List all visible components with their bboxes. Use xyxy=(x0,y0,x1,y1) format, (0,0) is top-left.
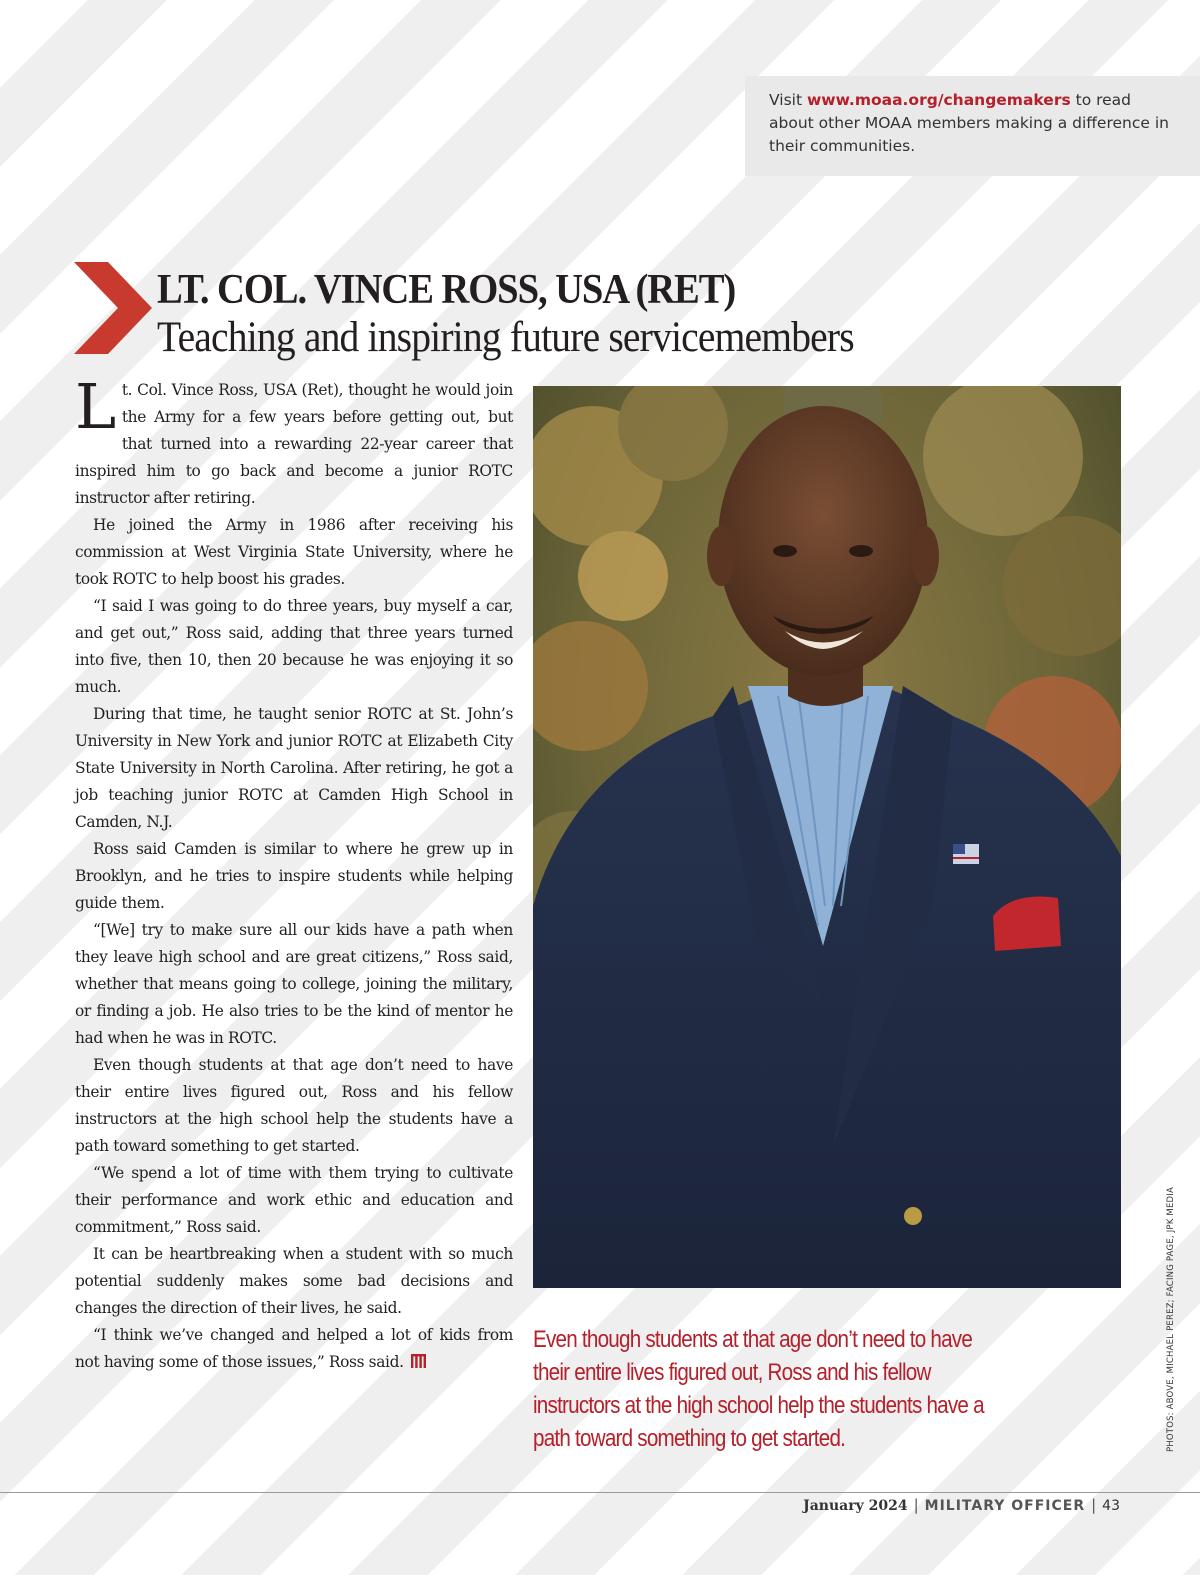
footer-rule xyxy=(0,1492,1200,1493)
headline-subtitle: Teaching and inspiring future servicemembers xyxy=(157,314,854,361)
photo-credit: PHOTOS: ABOVE, MICHAEL PEREZ; FACING PAGE, JPK MEDIA xyxy=(1166,1187,1176,1452)
footer-separator: | xyxy=(913,1496,919,1514)
article-paragraph: Even though students at that age don’t need to have their entire lives figured out, Ross and his fellow instructors at the high school help the students have a path toward something to get started. xyxy=(75,1056,513,1155)
chevron-icon xyxy=(74,262,152,354)
page-number: 43 xyxy=(1102,1498,1120,1514)
changemakers-link[interactable]: www.moaa.org/changemakers xyxy=(806,91,1071,109)
paragraph-text: “I think we’ve changed and helped a lot of kids from not having some of those issues,” Ross said. xyxy=(75,1326,513,1371)
pull-quote: Even though students at that age don’t need to have their entire lives figured out, Ross and his fellow instructors at the high school help the students have a path toward something to get started. xyxy=(533,1326,984,1452)
portrait-illustration xyxy=(533,386,1121,1288)
article-paragraph: “[We] try to make sure all our kids have a path when they leave high school and are great citizens,” Ross said, whether that means going to college, joining the military, or finding a job. He also tries to be the kind of mentor he had when he was in ROTC. xyxy=(75,921,513,1047)
changemakers-callout xyxy=(745,76,1200,176)
callout-prefix: Visit xyxy=(769,91,807,109)
callout-suffix: to read about other MOAA members making a difference in their communities. xyxy=(769,91,1169,155)
portrait-photo xyxy=(533,386,1121,1288)
paragraph-text: t. Col. Vince Ross, USA (Ret), thought he would join the Army for a few years before getting out, but that turned into a rewarding 22-year career that inspired him to go back and become a junior ROTC instructor after retiring. xyxy=(75,381,513,507)
article-paragraph xyxy=(75,1322,513,1376)
headline-name: LT. COL. VINCE ROSS, USA (RET) xyxy=(157,267,736,313)
article-paragraph: During that time, he taught senior ROTC at St. John’s University in New York and junior ROTC at Elizabeth City State University in North Carolina. After retiring, he got a job teaching junior ROTC at Camden High School in Camden, N.J. xyxy=(75,705,513,831)
article-paragraph xyxy=(75,370,513,512)
article-paragraph: He joined the Army in 1986 after receiving his commission at West Virginia State University, where he took ROTC to help boost his grades. xyxy=(75,516,513,588)
article-paragraph: It can be heartbreaking when a student with so much potential suddenly makes some bad decisions and changes the direction of their lives, he said. xyxy=(75,1245,513,1317)
issue-date: January 2024 xyxy=(803,1498,908,1514)
article-paragraph: “We spend a lot of time with them trying to cultivate their performance and work ethic and education and commitment,” Ross said. xyxy=(75,1164,513,1236)
drop-cap: L xyxy=(75,370,116,443)
article-headline xyxy=(157,266,1117,362)
article-body xyxy=(75,370,513,1376)
article-paragraph: “I said I was going to do three years, buy myself a car, and get out,” Ross said, adding that three years turned into five, then 10, then 20 because he was enjoying it so much. xyxy=(75,597,513,696)
footer-separator: | xyxy=(1091,1496,1097,1514)
page-footer xyxy=(803,1496,1120,1514)
magazine-title: MILITARY OFFICER xyxy=(924,1498,1086,1514)
article-paragraph: Ross said Camden is similar to where he grew up in Brooklyn, and he tries to inspire students while helping guide them. xyxy=(75,840,513,912)
end-mark-icon xyxy=(410,1353,428,1369)
